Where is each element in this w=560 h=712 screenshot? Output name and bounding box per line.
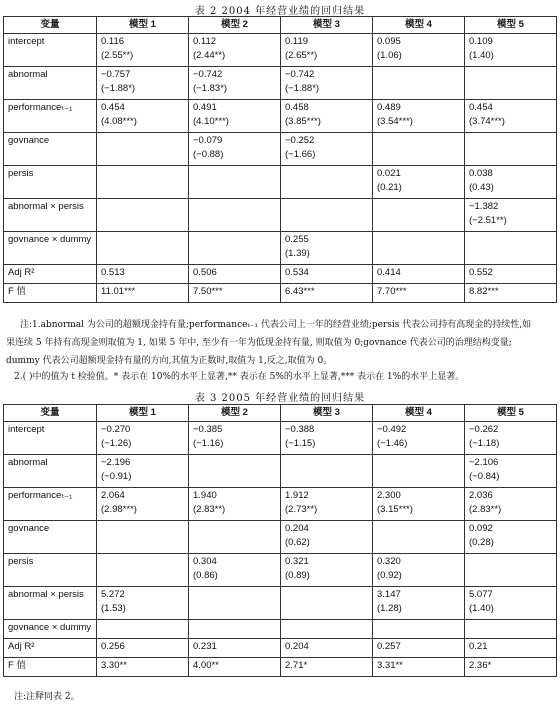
table2-header-row <box>4 17 557 34</box>
statistic-cell: 0.256 <box>97 639 189 658</box>
variable-name: F 值 <box>4 658 97 677</box>
column-header: 模型 5 <box>465 17 557 34</box>
coefficient-cell <box>373 67 465 100</box>
coefficient-value: 1.940 <box>193 490 217 501</box>
coefficient-cell <box>189 133 281 166</box>
table-row <box>4 67 557 100</box>
coefficient-cell <box>465 100 557 133</box>
coefficient-cell <box>97 587 189 620</box>
column-header: 模型 2 <box>189 17 281 34</box>
t-statistic: (−1.15) <box>285 438 316 449</box>
table2 <box>3 16 557 303</box>
coefficient-cell <box>97 422 189 455</box>
variable-name: govnance <box>4 133 97 166</box>
t-statistic: (−1.83*) <box>193 83 228 94</box>
table-row <box>4 422 557 455</box>
coefficient-cell <box>189 232 281 265</box>
statistic-cell: 6.43*** <box>281 284 373 303</box>
coefficient-value: 0.458 <box>285 102 309 113</box>
coefficient-cell <box>373 587 465 620</box>
coefficient-cell <box>465 67 557 100</box>
t-statistic: (2.83**) <box>469 504 502 515</box>
coefficient-cell <box>97 100 189 133</box>
statistic-cell: 3.30** <box>97 658 189 677</box>
statistic-cell: 2.71* <box>281 658 373 677</box>
t-statistic: (1.53) <box>101 603 126 614</box>
coefficient-cell <box>373 521 465 554</box>
coefficient-cell <box>189 199 281 232</box>
table2-note-line: 2.( )中的值为 t 检验值。* 表示在 10%的水平上显著,** 表示在 5%的水平上显著,*** 表示在 1%的水平上显著。 <box>14 372 465 382</box>
coefficient-cell <box>373 100 465 133</box>
variable-name: abnormal × persis <box>4 587 97 620</box>
table2-note-line: dummy 代表公司超额现金持有量的方向,其值为正数时,取值为 1,反之,取值为 0。 <box>6 356 333 366</box>
coefficient-cell <box>189 67 281 100</box>
coefficient-value: −2.196 <box>101 457 131 468</box>
table2-caption: 表 2 2004 年经营业绩的回归结果 <box>194 6 366 17</box>
t-statistic: (−1.88*) <box>101 83 136 94</box>
coefficient-value: 0.112 <box>193 36 217 47</box>
t-statistic: (2.83**) <box>193 504 226 515</box>
coefficient-value: 0.489 <box>377 102 401 113</box>
coefficient-cell <box>97 34 189 67</box>
coefficient-value: 5.272 <box>101 589 125 600</box>
coefficient-cell <box>189 488 281 521</box>
coefficient-cell <box>97 488 189 521</box>
statistic-cell: 2.36* <box>465 658 557 677</box>
table3-header-row <box>4 405 557 422</box>
t-statistic: (1.40) <box>469 50 494 61</box>
coefficient-cell <box>97 67 189 100</box>
table-row <box>4 554 557 587</box>
coefficient-cell <box>281 133 373 166</box>
t-statistic: (3.74***) <box>469 116 505 127</box>
coefficient-value: −0.270 <box>101 424 131 435</box>
t-statistic: (1.06) <box>377 50 402 61</box>
t-statistic: (0.86) <box>193 570 218 581</box>
coefficient-cell <box>281 100 373 133</box>
variable-name: persis <box>4 554 97 587</box>
column-header: 模型 1 <box>97 405 189 422</box>
coefficient-cell <box>465 422 557 455</box>
statistic-cell: 0.513 <box>97 265 189 284</box>
statistic-cell: 3.31** <box>373 658 465 677</box>
t-statistic: (−1.16) <box>193 438 224 449</box>
table-row <box>4 587 557 620</box>
coefficient-value: 0.116 <box>101 36 125 47</box>
coefficient-value: 0.304 <box>193 556 217 567</box>
statistic-cell: 7.70*** <box>373 284 465 303</box>
coefficient-value: 2.300 <box>377 490 401 501</box>
coefficient-value: −0.742 <box>285 69 315 80</box>
coefficient-cell <box>465 166 557 199</box>
coefficient-cell <box>281 554 373 587</box>
t-statistic: (3.15***) <box>377 504 413 515</box>
coefficient-cell <box>281 232 373 265</box>
t-statistic: (−0.91) <box>101 471 132 482</box>
table-row <box>4 199 557 232</box>
coefficient-value: −0.492 <box>377 424 407 435</box>
statistic-cell: 11.01*** <box>97 284 189 303</box>
coefficient-value: −0.385 <box>193 424 223 435</box>
statistic-cell <box>97 620 189 639</box>
coefficient-cell <box>373 199 465 232</box>
table2-body <box>4 34 557 303</box>
coefficient-cell <box>189 166 281 199</box>
column-header: 变量 <box>4 17 97 34</box>
column-header: 模型 4 <box>373 17 465 34</box>
t-statistic: (1.39) <box>285 248 310 259</box>
variable-name: performanceₜ₋₁ <box>4 100 97 133</box>
t-statistic: (4.10***) <box>193 116 229 127</box>
coefficient-cell <box>97 455 189 488</box>
t-statistic: (1.40) <box>469 603 494 614</box>
variable-name: F 值 <box>4 284 97 303</box>
t-statistic: (4.08***) <box>101 116 137 127</box>
coefficient-value: 0.320 <box>377 556 401 567</box>
coefficient-cell <box>465 232 557 265</box>
coefficient-cell <box>373 455 465 488</box>
coefficient-value: 0.092 <box>469 523 493 534</box>
t-statistic: (0.92) <box>377 570 402 581</box>
t-statistic: (2.73**) <box>285 504 318 515</box>
t-statistic: (−2.51**) <box>469 215 507 226</box>
coefficient-cell <box>97 554 189 587</box>
table-row <box>4 488 557 521</box>
variable-name: Adj R² <box>4 265 97 284</box>
coefficient-value: −0.757 <box>101 69 131 80</box>
column-header: 模型 4 <box>373 405 465 422</box>
coefficient-cell <box>465 554 557 587</box>
t-statistic: (2.65**) <box>285 50 318 61</box>
govnance-dummy-row <box>4 620 557 639</box>
table-row <box>4 100 557 133</box>
t-statistic: (−1.46) <box>377 438 408 449</box>
statistic-cell: 4.00** <box>189 658 281 677</box>
t-statistic: (−1.26) <box>101 438 132 449</box>
column-header: 模型 3 <box>281 17 373 34</box>
table3-caption: 表 3 2005 年经营业绩的回归结果 <box>194 393 366 404</box>
coefficient-cell <box>189 587 281 620</box>
statistic-cell: 0.552 <box>465 265 557 284</box>
statistic-cell: 0.231 <box>189 639 281 658</box>
table-row <box>4 232 557 265</box>
coefficient-value: 0.454 <box>469 102 493 113</box>
variable-name: abnormal <box>4 67 97 100</box>
variable-name: persis <box>4 166 97 199</box>
variable-name: govnance × dummy <box>4 620 97 639</box>
t-statistic: (2.98***) <box>101 504 137 515</box>
variable-name: intercept <box>4 34 97 67</box>
variable-name: abnormal × persis <box>4 199 97 232</box>
coefficient-cell <box>189 455 281 488</box>
coefficient-value: 0.321 <box>285 556 309 567</box>
coefficient-cell <box>373 422 465 455</box>
statistic-cell: 7.50*** <box>189 284 281 303</box>
table-row <box>4 166 557 199</box>
statistic-cell: 0.204 <box>281 639 373 658</box>
coefficient-value: 2.064 <box>101 490 125 501</box>
t-statistic: (0.28) <box>469 537 494 548</box>
coefficient-value: −0.388 <box>285 424 315 435</box>
coefficient-value: 3.147 <box>377 589 401 600</box>
coefficient-value: −2.106 <box>469 457 499 468</box>
statistic-cell: 0.534 <box>281 265 373 284</box>
column-header: 模型 3 <box>281 405 373 422</box>
t-statistic: (−1.66) <box>285 149 316 160</box>
table2-note-line: 果连续 5 年持有高现金则取值为 1, 如果 5 年中, 至少有一年为低现金持有量, 则取值为 0;govnance 代表公司的治理结构变量; <box>6 338 512 348</box>
table-row <box>4 521 557 554</box>
table3 <box>3 404 557 677</box>
coefficient-value: −0.742 <box>193 69 223 80</box>
coefficient-cell <box>465 34 557 67</box>
coefficient-cell <box>281 166 373 199</box>
coefficient-cell <box>189 34 281 67</box>
variable-name: Adj R² <box>4 639 97 658</box>
variable-name: performanceₜ₋₁ <box>4 488 97 521</box>
t-statistic: (2.44**) <box>193 50 226 61</box>
statistic-cell: 8.82*** <box>465 284 557 303</box>
t-statistic: (3.85***) <box>285 116 321 127</box>
coefficient-cell <box>465 455 557 488</box>
coefficient-cell <box>281 67 373 100</box>
statistic-cell <box>189 620 281 639</box>
f-value-row <box>4 284 557 303</box>
coefficient-cell <box>281 422 373 455</box>
statistic-cell: 0.414 <box>373 265 465 284</box>
table3-note: 注:注释同表 2。 <box>14 692 80 702</box>
coefficient-cell <box>189 554 281 587</box>
column-header: 变量 <box>4 405 97 422</box>
coefficient-cell <box>281 199 373 232</box>
coefficient-cell <box>373 488 465 521</box>
variable-name: intercept <box>4 422 97 455</box>
coefficient-cell <box>97 232 189 265</box>
coefficient-cell <box>189 521 281 554</box>
coefficient-cell <box>373 34 465 67</box>
coefficient-value: 0.095 <box>377 36 401 47</box>
statistic-cell: 0.21 <box>465 639 557 658</box>
coefficient-cell <box>281 488 373 521</box>
column-header: 模型 5 <box>465 405 557 422</box>
coefficient-cell <box>97 521 189 554</box>
adj-r2-row <box>4 639 557 658</box>
table-row <box>4 133 557 166</box>
coefficient-cell <box>465 521 557 554</box>
t-statistic: (−1.18) <box>469 438 500 449</box>
coefficient-value: 5.077 <box>469 589 493 600</box>
coefficient-cell <box>373 554 465 587</box>
coefficient-value: 0.204 <box>285 523 309 534</box>
coefficient-cell <box>373 166 465 199</box>
variable-name: govnance × dummy <box>4 232 97 265</box>
coefficient-value: −1.382 <box>469 201 499 212</box>
coefficient-cell <box>189 100 281 133</box>
t-statistic: (2.55**) <box>101 50 134 61</box>
t-statistic: (0.62) <box>285 537 310 548</box>
t-statistic: (0.89) <box>285 570 310 581</box>
t-statistic: (1.28) <box>377 603 402 614</box>
coefficient-value: −0.252 <box>285 135 315 146</box>
f-value-row <box>4 658 557 677</box>
t-statistic: (0.21) <box>377 182 402 193</box>
coefficient-value: 0.255 <box>285 234 309 245</box>
statistic-cell <box>465 620 557 639</box>
t-statistic: (−0.88) <box>193 149 224 160</box>
column-header: 模型 2 <box>189 405 281 422</box>
table2-note-line: 注:1.abnormal 为公司的超额现金持有量;performanceₜ₋₁ 代表公司上一年的经营业绩;persis 代表公司持有高现金的持续性,如 <box>20 320 532 330</box>
variable-name: govnance <box>4 521 97 554</box>
coefficient-value: 0.454 <box>101 102 125 113</box>
coefficient-value: 0.021 <box>377 168 401 179</box>
coefficient-cell <box>465 133 557 166</box>
coefficient-cell <box>281 587 373 620</box>
table3-body <box>4 422 557 677</box>
coefficient-value: −0.262 <box>469 424 499 435</box>
coefficient-cell <box>97 199 189 232</box>
coefficient-cell <box>281 455 373 488</box>
statistic-cell: 0.506 <box>189 265 281 284</box>
coefficient-value: −0.079 <box>193 135 223 146</box>
adj-r2-row <box>4 265 557 284</box>
t-statistic: (−1.88*) <box>285 83 320 94</box>
coefficient-cell <box>465 587 557 620</box>
coefficient-cell <box>373 133 465 166</box>
coefficient-value: 1.912 <box>285 490 309 501</box>
table-row <box>4 34 557 67</box>
coefficient-cell <box>97 133 189 166</box>
coefficient-cell <box>281 521 373 554</box>
table-row <box>4 455 557 488</box>
coefficient-value: 0.109 <box>469 36 493 47</box>
coefficient-value: 0.119 <box>285 36 309 47</box>
coefficient-cell <box>97 166 189 199</box>
coefficient-value: 2.036 <box>469 490 493 501</box>
coefficient-cell <box>465 199 557 232</box>
coefficient-cell <box>373 232 465 265</box>
column-header: 模型 1 <box>97 17 189 34</box>
t-statistic: (3.54***) <box>377 116 413 127</box>
variable-name: abnormal <box>4 455 97 488</box>
coefficient-cell <box>465 488 557 521</box>
statistic-cell <box>281 620 373 639</box>
coefficient-cell <box>281 34 373 67</box>
statistic-cell <box>373 620 465 639</box>
t-statistic: (0.43) <box>469 182 494 193</box>
t-statistic: (−0.84) <box>469 471 500 482</box>
coefficient-cell <box>189 422 281 455</box>
coefficient-value: 0.038 <box>469 168 493 179</box>
coefficient-value: 0.491 <box>193 102 217 113</box>
statistic-cell: 0.257 <box>373 639 465 658</box>
